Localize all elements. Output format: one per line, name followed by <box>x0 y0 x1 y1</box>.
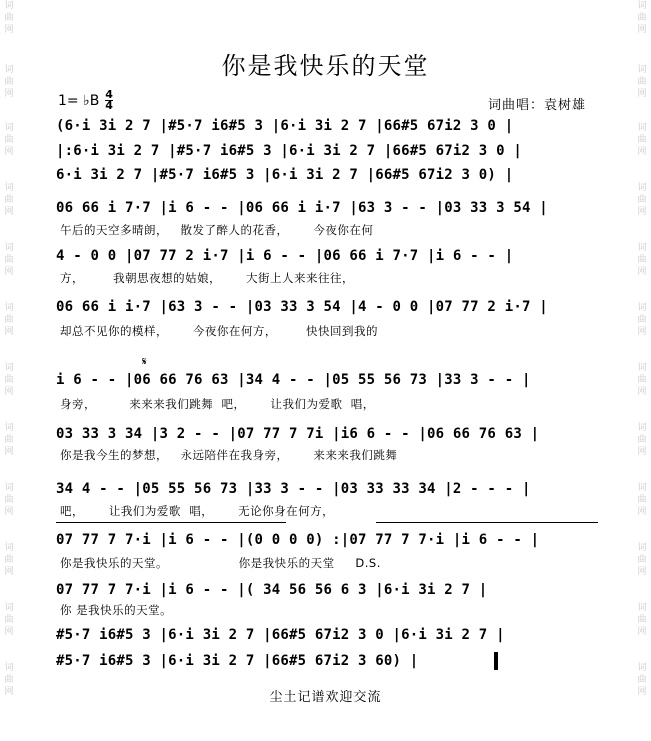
watermark-char: 词 <box>4 423 14 433</box>
watermark-char: 曲 <box>4 135 14 145</box>
watermark-char: 曲 <box>637 495 647 505</box>
footer-note: 尘土记谱欢迎交流 <box>269 690 382 705</box>
watermark-char: 曲 <box>4 375 14 385</box>
notation-line: i 6 - - |06 66 76 63 |34 4 - - |05 55 56 73 |33 3 - - | <box>56 372 531 388</box>
watermark-group <box>0 602 18 638</box>
watermark-char: 曲 <box>4 13 14 23</box>
watermark-group <box>633 602 651 638</box>
watermark-group <box>0 0 18 36</box>
notation-line: 07 77 7 7·i |i 6 - - |( 34 56 56 6 3 |6·i 3i 2 7 | <box>56 582 488 598</box>
watermark-char: 词 <box>4 663 14 673</box>
watermark-group <box>0 302 18 338</box>
lyrics-line: 却总不见你的模样， 今夜你在何方， 快快回到我的 <box>60 324 379 338</box>
watermark-char: 网 <box>4 567 14 577</box>
watermark-char: 曲 <box>637 675 647 685</box>
watermark-char: 曲 <box>4 615 14 625</box>
lyrics-line: 方， 我朝思夜想的姑娘， 大街上人来来往往， <box>60 271 355 285</box>
watermark-char: 词 <box>4 543 14 553</box>
watermark-char: 网 <box>637 327 647 337</box>
final-barline <box>494 652 498 670</box>
watermark-group <box>633 122 651 158</box>
watermark-char: 网 <box>637 387 647 397</box>
watermark-char: 网 <box>4 207 14 217</box>
watermark-group <box>633 182 651 218</box>
watermark-char: 网 <box>637 267 647 277</box>
watermark-group <box>0 362 18 398</box>
time-signature <box>105 90 113 111</box>
watermark-char: 曲 <box>4 255 14 265</box>
watermark-char: 词 <box>4 363 14 373</box>
watermark-char: 曲 <box>4 315 14 325</box>
lyrics-line: 身旁， 来来来我们跳舞 吧， 让我们为爱歌 唱， <box>60 397 375 411</box>
watermark-group <box>633 302 651 338</box>
watermark-char: 曲 <box>637 255 647 265</box>
notation-line: 07 77 7 7·i |i 6 - - |(0 0 0 0) :|07 77 7 7·i |i 6 - - | <box>56 532 540 548</box>
watermark-group <box>0 482 18 518</box>
notation-line: 06 66 i 7·7 |i 6 - - |06 66 i i·7 |63 3 - - |03 33 3 54 | <box>56 200 548 216</box>
watermark-group <box>633 362 651 398</box>
volta-bracket <box>56 522 286 523</box>
watermark-char: 网 <box>4 627 14 637</box>
watermark-group <box>633 542 651 578</box>
watermark-char: 词 <box>637 303 647 313</box>
notation-line: |:6·i 3i 2 7 |#5·7 i6#5 3 |6·i 3i 2 7 |66#5 67i2 3 0 | <box>56 143 522 159</box>
watermark-char: 网 <box>637 687 647 697</box>
watermark-group <box>0 122 18 158</box>
watermark-left <box>0 0 18 741</box>
watermark-char: 词 <box>637 1 647 11</box>
watermark-char: 网 <box>4 267 14 277</box>
watermark-char: 曲 <box>637 615 647 625</box>
watermark-group <box>0 542 18 578</box>
watermark-char: 曲 <box>4 195 14 205</box>
watermark-char: 网 <box>637 25 647 35</box>
watermark-char: 曲 <box>4 77 14 87</box>
watermark-char: 曲 <box>4 435 14 445</box>
key-text: 1= ♭B <box>58 92 100 109</box>
watermark-char: 曲 <box>4 555 14 565</box>
watermark-char: 曲 <box>637 135 647 145</box>
lyrics-line: 午后的天空多晴朗， 散发了醉人的花香， 今夜你在何 <box>60 223 374 237</box>
watermark-char: 网 <box>4 25 14 35</box>
lyrics-line: 你 是我快乐的天堂。 <box>60 603 173 617</box>
watermark-char: 网 <box>4 147 14 157</box>
watermark-char: 曲 <box>637 77 647 87</box>
watermark-char: 曲 <box>637 195 647 205</box>
watermark-char: 词 <box>637 543 647 553</box>
watermark-char: 网 <box>4 687 14 697</box>
watermark-char: 词 <box>637 183 647 193</box>
watermark-char: 网 <box>4 327 14 337</box>
watermark-char: 网 <box>637 147 647 157</box>
lyrics-line: 吧， 让我们为爱歌 唱， 无论你身在何方， <box>60 504 335 518</box>
time-top: 4 <box>105 88 113 101</box>
watermark-group <box>633 0 651 36</box>
watermark-char: 网 <box>4 507 14 517</box>
lyrics-line: 你是我快乐的天堂。 你是我快乐的天堂 D.S. <box>60 556 381 570</box>
watermark-char: 词 <box>4 65 14 75</box>
watermark-char: 词 <box>637 423 647 433</box>
credit-line: 词曲唱：袁树雄 <box>488 98 587 113</box>
watermark-char: 网 <box>637 567 647 577</box>
watermark-char: 词 <box>637 243 647 253</box>
watermark-char: 曲 <box>637 435 647 445</box>
watermark-group <box>633 422 651 458</box>
watermark-right <box>633 0 651 741</box>
notation-line: 4 - 0 0 |07 77 2 i·7 |i 6 - - |06 66 i 7·7 |i 6 - - | <box>56 248 514 264</box>
watermark-char: 网 <box>637 447 647 457</box>
watermark-char: 词 <box>637 123 647 133</box>
key-signature <box>58 90 113 111</box>
watermark-group <box>0 422 18 458</box>
watermark-char: 词 <box>4 603 14 613</box>
watermark-char: 词 <box>4 1 14 11</box>
watermark-char: 曲 <box>637 315 647 325</box>
watermark-char: 词 <box>637 663 647 673</box>
watermark-char: 曲 <box>4 495 14 505</box>
watermark-char: 曲 <box>4 675 14 685</box>
watermark-group <box>633 482 651 518</box>
watermark-char: 网 <box>637 207 647 217</box>
watermark-group <box>633 242 651 278</box>
notation-line: 06 66 i i·7 |63 3 - - |03 33 3 54 |4 - 0 0 |07 77 2 i·7 | <box>56 299 548 315</box>
watermark-char: 网 <box>637 89 647 99</box>
watermark-char: 网 <box>4 447 14 457</box>
watermark-char: 词 <box>4 183 14 193</box>
lyrics-line: 你是我今生的梦想， 永远陪伴在我身旁， 来来来我们跳舞 <box>60 448 398 462</box>
watermark-char: 词 <box>4 483 14 493</box>
notation-line: #5·7 i6#5 3 |6·i 3i 2 7 |66#5 67i2 3 60) | <box>56 653 419 669</box>
watermark-char: 词 <box>637 483 647 493</box>
time-bottom: 4 <box>105 99 113 112</box>
watermark-char: 词 <box>637 363 647 373</box>
volta-bracket <box>376 522 598 523</box>
watermark-char: 词 <box>4 303 14 313</box>
watermark-char: 网 <box>4 89 14 99</box>
watermark-char: 词 <box>637 603 647 613</box>
watermark-group <box>0 242 18 278</box>
notation-line: 03 33 3 34 |3 2 - - |07 77 7 7i |i6 6 - - |06 66 76 63 | <box>56 426 540 442</box>
notation-line: (6·i 3i 2 7 |#5·7 i6#5 3 |6·i 3i 2 7 |66#5 67i2 3 0 | <box>56 118 514 134</box>
watermark-group <box>0 182 18 218</box>
song-title: 你是我快乐的天堂 <box>221 52 430 80</box>
watermark-char: 曲 <box>637 13 647 23</box>
watermark-char: 曲 <box>637 555 647 565</box>
watermark-char: 网 <box>4 387 14 397</box>
notation-line: #5·7 i6#5 3 |6·i 3i 2 7 |66#5 67i2 3 0 |6·i 3i 2 7 | <box>56 627 505 643</box>
watermark-char: 网 <box>637 507 647 517</box>
segno-mark: 𝄋 <box>142 355 147 368</box>
notation-line: 34 4 - - |05 55 56 73 |33 3 - - |03 33 33 34 |2 - - - | <box>56 481 531 497</box>
notation-line: 6·i 3i 2 7 |#5·7 i6#5 3 |6·i 3i 2 7 |66#5 67i2 3 0) | <box>56 167 514 183</box>
watermark-char: 网 <box>637 627 647 637</box>
watermark-char: 词 <box>4 123 14 133</box>
watermark-char: 曲 <box>637 375 647 385</box>
watermark-char: 词 <box>4 243 14 253</box>
watermark-char: 词 <box>637 65 647 75</box>
